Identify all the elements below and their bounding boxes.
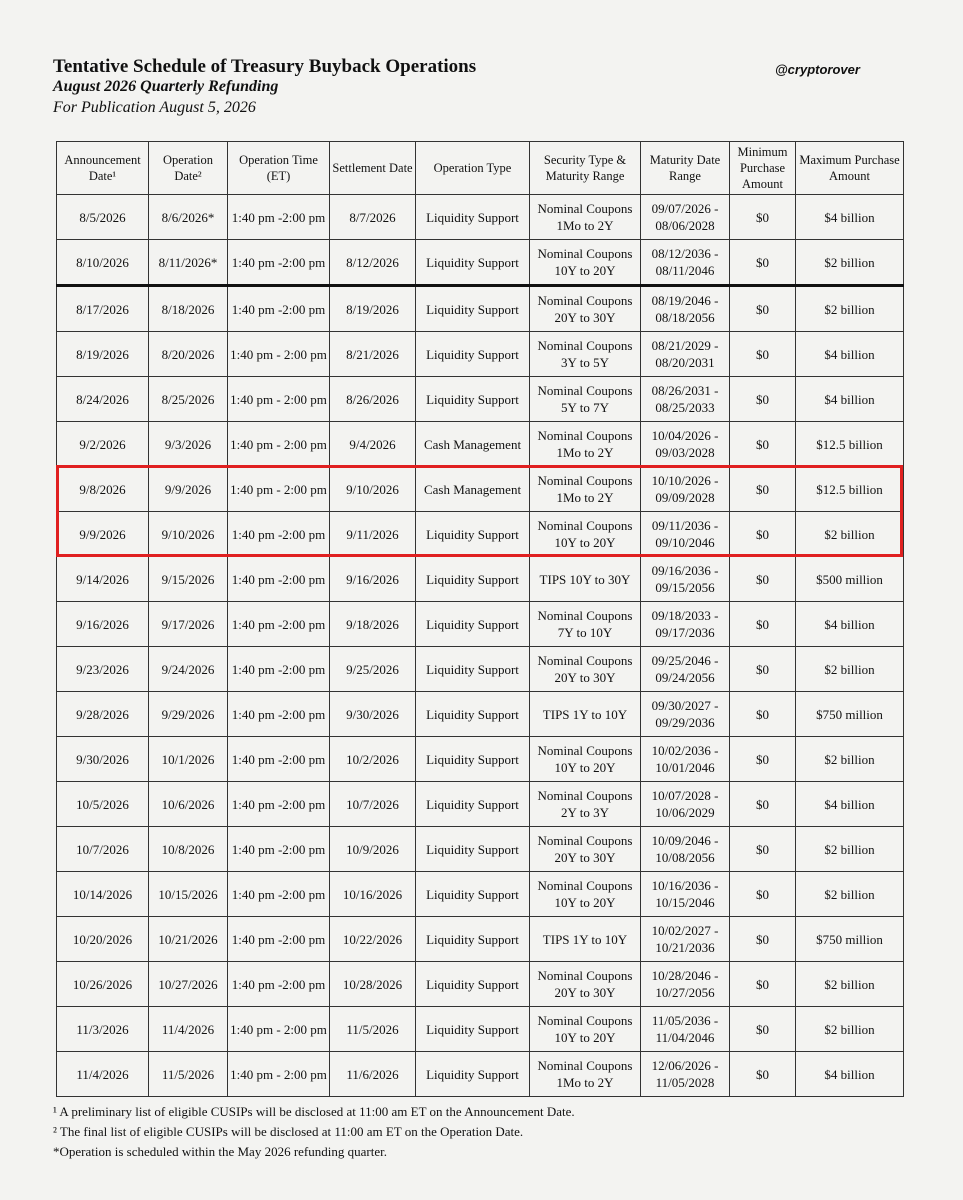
table-cell: 9/9/2026	[57, 512, 149, 557]
table-cell: $0	[730, 782, 796, 827]
column-header: Maximum Purchase Amount	[796, 142, 904, 195]
table-cell: $0	[730, 872, 796, 917]
table-cell: 10/7/2026	[330, 782, 416, 827]
table-cell: 1:40 pm -2:00 pm	[228, 602, 330, 647]
footnote-1: ¹ A preliminary list of eligible CUSIPs will be disclosed at 11:00 am ET on the Announcement Date.	[53, 1104, 575, 1119]
table-cell: 11/3/2026	[57, 1007, 149, 1052]
table-cell: $0	[730, 467, 796, 512]
table-cell: 10/09/2046 - 10/08/2056	[641, 827, 730, 872]
table-cell: 11/5/2026	[149, 1052, 228, 1097]
table-cell: Nominal Coupons 7Y to 10Y	[530, 602, 641, 647]
table-cell: 8/19/2026	[57, 332, 149, 377]
table-cell: $2 billion	[796, 737, 904, 782]
table-cell: 11/6/2026	[330, 1052, 416, 1097]
table-cell: 1:40 pm -2:00 pm	[228, 512, 330, 557]
table-cell: 8/10/2026	[57, 240, 149, 286]
table-cell: 11/5/2026	[330, 1007, 416, 1052]
table-cell: Nominal Coupons 1Mo to 2Y	[530, 1052, 641, 1097]
table-cell: 10/22/2026	[330, 917, 416, 962]
table-cell: 8/18/2026	[149, 286, 228, 332]
table-cell: 1:40 pm -2:00 pm	[228, 557, 330, 602]
table-cell: $4 billion	[796, 332, 904, 377]
table-cell: 1:40 pm -2:00 pm	[228, 286, 330, 332]
table-cell: 9/15/2026	[149, 557, 228, 602]
column-header: Announcement Date¹	[57, 142, 149, 195]
table-cell: Cash Management	[416, 467, 530, 512]
table-cell: 8/11/2026*	[149, 240, 228, 286]
table-cell: $750 million	[796, 917, 904, 962]
table-row	[57, 647, 904, 692]
table-cell: 10/20/2026	[57, 917, 149, 962]
table-cell: $0	[730, 737, 796, 782]
table-cell: Liquidity Support	[416, 782, 530, 827]
table-cell: $2 billion	[796, 286, 904, 332]
table-cell: 10/10/2026 - 09/09/2028	[641, 467, 730, 512]
table-cell: Nominal Coupons 10Y to 20Y	[530, 737, 641, 782]
table-cell: Nominal Coupons 20Y to 30Y	[530, 962, 641, 1007]
table-cell: 8/12/2026	[330, 240, 416, 286]
table-cell: Liquidity Support	[416, 286, 530, 332]
table-cell: 10/28/2026	[330, 962, 416, 1007]
table-cell: $4 billion	[796, 602, 904, 647]
table-cell: Liquidity Support	[416, 692, 530, 737]
table-cell: Liquidity Support	[416, 512, 530, 557]
table-cell: 1:40 pm - 2:00 pm	[228, 1052, 330, 1097]
column-header: Minimum Purchase Amount	[730, 142, 796, 195]
column-header: Operation Date²	[149, 142, 228, 195]
table-cell: Nominal Coupons 20Y to 30Y	[530, 647, 641, 692]
table-cell: 10/8/2026	[149, 827, 228, 872]
table-cell: 09/18/2033 - 09/17/2036	[641, 602, 730, 647]
table-cell: $0	[730, 377, 796, 422]
table-row	[57, 422, 904, 467]
table-cell: $0	[730, 286, 796, 332]
table-cell: Liquidity Support	[416, 917, 530, 962]
table-cell: 10/26/2026	[57, 962, 149, 1007]
buyback-schedule-table	[56, 141, 904, 1097]
table-cell: $4 billion	[796, 377, 904, 422]
table-cell: 09/30/2027 - 09/29/2036	[641, 692, 730, 737]
table-cell: Nominal Coupons 1Mo to 2Y	[530, 422, 641, 467]
table-cell: Nominal Coupons 10Y to 20Y	[530, 240, 641, 286]
table-cell: 1:40 pm -2:00 pm	[228, 962, 330, 1007]
table-cell: Nominal Coupons 20Y to 30Y	[530, 286, 641, 332]
table-cell: 10/21/2026	[149, 917, 228, 962]
table-cell: 9/10/2026	[149, 512, 228, 557]
table-row	[57, 782, 904, 827]
table-cell: Nominal Coupons 1Mo to 2Y	[530, 195, 641, 240]
table-cell: Nominal Coupons 20Y to 30Y	[530, 827, 641, 872]
table-cell: 1:40 pm -2:00 pm	[228, 827, 330, 872]
table-cell: Liquidity Support	[416, 377, 530, 422]
table-cell: 1:40 pm - 2:00 pm	[228, 1007, 330, 1052]
table-cell: Liquidity Support	[416, 647, 530, 692]
table-cell: 9/29/2026	[149, 692, 228, 737]
table-cell: 9/17/2026	[149, 602, 228, 647]
table-cell: 1:40 pm -2:00 pm	[228, 195, 330, 240]
table-cell: 9/24/2026	[149, 647, 228, 692]
table-cell: Nominal Coupons 10Y to 20Y	[530, 512, 641, 557]
table-cell: 9/28/2026	[57, 692, 149, 737]
table-cell: 1:40 pm -2:00 pm	[228, 782, 330, 827]
table-header-row	[57, 142, 904, 195]
column-header: Operation Time (ET)	[228, 142, 330, 195]
table-cell: 10/1/2026	[149, 737, 228, 782]
table-cell: 1:40 pm - 2:00 pm	[228, 467, 330, 512]
table-cell: $4 billion	[796, 1052, 904, 1097]
table-cell: 11/4/2026	[149, 1007, 228, 1052]
table-cell: 8/5/2026	[57, 195, 149, 240]
table-cell: Liquidity Support	[416, 602, 530, 647]
table-cell: 1:40 pm - 2:00 pm	[228, 332, 330, 377]
table-cell: Liquidity Support	[416, 872, 530, 917]
table-cell: 12/06/2026 - 11/05/2028	[641, 1052, 730, 1097]
table-cell: Cash Management	[416, 422, 530, 467]
table-cell: $2 billion	[796, 647, 904, 692]
table-cell: 08/26/2031 - 08/25/2033	[641, 377, 730, 422]
table-cell: $0	[730, 512, 796, 557]
table-cell: 10/15/2026	[149, 872, 228, 917]
table-cell: 1:40 pm -2:00 pm	[228, 737, 330, 782]
table-cell: $0	[730, 422, 796, 467]
table-row	[57, 1007, 904, 1052]
table-cell: 8/21/2026	[330, 332, 416, 377]
table-cell: Nominal Coupons 10Y to 20Y	[530, 872, 641, 917]
table-row	[57, 512, 904, 557]
table-row	[57, 377, 904, 422]
table-cell: Liquidity Support	[416, 737, 530, 782]
table-cell: 10/02/2036 - 10/01/2046	[641, 737, 730, 782]
table-cell: $2 billion	[796, 1007, 904, 1052]
publication-date: For Publication August 5, 2026	[53, 99, 256, 116]
table-cell: $2 billion	[796, 962, 904, 1007]
table-cell: Liquidity Support	[416, 827, 530, 872]
table-row	[57, 286, 904, 332]
table-cell: Nominal Coupons 10Y to 20Y	[530, 1007, 641, 1052]
table-cell: $0	[730, 195, 796, 240]
table-row	[57, 872, 904, 917]
table-cell: 8/7/2026	[330, 195, 416, 240]
table-cell: $4 billion	[796, 195, 904, 240]
table-row	[57, 557, 904, 602]
table-cell: 9/16/2026	[57, 602, 149, 647]
table-cell: $12.5 billion	[796, 422, 904, 467]
table-cell: $0	[730, 332, 796, 377]
table-row	[57, 602, 904, 647]
table-row	[57, 240, 904, 286]
table-cell: Liquidity Support	[416, 1007, 530, 1052]
table-cell: 8/19/2026	[330, 286, 416, 332]
table-cell: $0	[730, 647, 796, 692]
table-cell: 08/21/2029 - 08/20/2031	[641, 332, 730, 377]
table-cell: 1:40 pm -2:00 pm	[228, 240, 330, 286]
table-cell: 8/25/2026	[149, 377, 228, 422]
table-cell: $0	[730, 692, 796, 737]
table-cell: $0	[730, 557, 796, 602]
table-cell: 08/12/2036 - 08/11/2046	[641, 240, 730, 286]
table-cell: Liquidity Support	[416, 962, 530, 1007]
table-cell: TIPS 10Y to 30Y	[530, 557, 641, 602]
table-cell: 10/16/2026	[330, 872, 416, 917]
table-cell: $2 billion	[796, 240, 904, 286]
table-cell: 10/5/2026	[57, 782, 149, 827]
footnote-2: ² The final list of eligible CUSIPs will be disclosed at 11:00 am ET on the Operation Date.	[53, 1124, 524, 1139]
table-cell: 10/7/2026	[57, 827, 149, 872]
table-row	[57, 195, 904, 240]
table-cell: 9/9/2026	[149, 467, 228, 512]
table-body	[57, 195, 904, 1097]
table-cell: $0	[730, 240, 796, 286]
table-cell: 9/23/2026	[57, 647, 149, 692]
table-cell: 08/19/2046 - 08/18/2056	[641, 286, 730, 332]
table-cell: 11/05/2036 - 11/04/2046	[641, 1007, 730, 1052]
table-cell: 8/17/2026	[57, 286, 149, 332]
table-cell: 9/11/2026	[330, 512, 416, 557]
table-cell: $4 billion	[796, 782, 904, 827]
table-cell: 9/14/2026	[57, 557, 149, 602]
table-cell: 9/4/2026	[330, 422, 416, 467]
table-cell: 10/27/2026	[149, 962, 228, 1007]
table-cell: Nominal Coupons 2Y to 3Y	[530, 782, 641, 827]
table-cell: $0	[730, 1007, 796, 1052]
table-cell: 8/6/2026*	[149, 195, 228, 240]
table-cell: 9/10/2026	[330, 467, 416, 512]
table-cell: 10/04/2026 - 09/03/2028	[641, 422, 730, 467]
table-cell: 1:40 pm -2:00 pm	[228, 872, 330, 917]
table-cell: 09/07/2026 - 08/06/2028	[641, 195, 730, 240]
table-cell: 8/26/2026	[330, 377, 416, 422]
table-cell: $0	[730, 827, 796, 872]
table-row	[57, 962, 904, 1007]
table-cell: Liquidity Support	[416, 557, 530, 602]
table-cell: 10/9/2026	[330, 827, 416, 872]
table-cell: Liquidity Support	[416, 195, 530, 240]
table-cell: Liquidity Support	[416, 332, 530, 377]
table-cell: $2 billion	[796, 512, 904, 557]
author-handle: @cryptorover	[775, 62, 860, 77]
table-cell: Nominal Coupons 1Mo to 2Y	[530, 467, 641, 512]
table-cell: 9/3/2026	[149, 422, 228, 467]
table-cell: $500 million	[796, 557, 904, 602]
table-cell: $0	[730, 602, 796, 647]
table-cell: 9/30/2026	[330, 692, 416, 737]
table-cell: 9/25/2026	[330, 647, 416, 692]
table-cell: $2 billion	[796, 827, 904, 872]
table-cell: 10/07/2028 - 10/06/2029	[641, 782, 730, 827]
table-cell: 1:40 pm - 2:00 pm	[228, 377, 330, 422]
table-cell: 09/25/2046 - 09/24/2056	[641, 647, 730, 692]
table-cell: 10/28/2046 - 10/27/2056	[641, 962, 730, 1007]
table-row	[57, 467, 904, 512]
table-cell: 1:40 pm - 2:00 pm	[228, 422, 330, 467]
table-row	[57, 1052, 904, 1097]
table-cell: 09/16/2036 - 09/15/2056	[641, 557, 730, 602]
table-cell: TIPS 1Y to 10Y	[530, 692, 641, 737]
table-cell: 10/14/2026	[57, 872, 149, 917]
table-cell: 9/8/2026	[57, 467, 149, 512]
column-header: Settlement Date	[330, 142, 416, 195]
footnote-asterisk: *Operation is scheduled within the May 2026 refunding quarter.	[53, 1144, 387, 1159]
table-cell: 11/4/2026	[57, 1052, 149, 1097]
table-cell: $2 billion	[796, 872, 904, 917]
table-cell: $12.5 billion	[796, 467, 904, 512]
table-cell: Nominal Coupons 3Y to 5Y	[530, 332, 641, 377]
table-row	[57, 917, 904, 962]
table-cell: Nominal Coupons 5Y to 7Y	[530, 377, 641, 422]
table-cell: 1:40 pm -2:00 pm	[228, 917, 330, 962]
table-cell: 1:40 pm -2:00 pm	[228, 647, 330, 692]
table-cell: 09/11/2036 - 09/10/2046	[641, 512, 730, 557]
table-cell: Liquidity Support	[416, 240, 530, 286]
document-title: Tentative Schedule of Treasury Buyback Operations	[53, 56, 477, 77]
table-cell: Liquidity Support	[416, 1052, 530, 1097]
table-cell: TIPS 1Y to 10Y	[530, 917, 641, 962]
column-header: Security Type & Maturity Range	[530, 142, 641, 195]
table-cell: 10/16/2036 - 10/15/2046	[641, 872, 730, 917]
table-row	[57, 692, 904, 737]
table-cell: 9/2/2026	[57, 422, 149, 467]
table-cell: 10/2/2026	[330, 737, 416, 782]
document-subtitle: August 2026 Quarterly Refunding	[53, 78, 279, 95]
table-cell: 10/02/2027 - 10/21/2036	[641, 917, 730, 962]
table-cell: 8/24/2026	[57, 377, 149, 422]
table-cell: 8/20/2026	[149, 332, 228, 377]
table-cell: 9/16/2026	[330, 557, 416, 602]
table-cell: 9/30/2026	[57, 737, 149, 782]
column-header: Maturity Date Range	[641, 142, 730, 195]
column-header: Operation Type	[416, 142, 530, 195]
table-row	[57, 737, 904, 782]
table-cell: 10/6/2026	[149, 782, 228, 827]
table-cell: $750 million	[796, 692, 904, 737]
table-row	[57, 332, 904, 377]
table-cell: $0	[730, 962, 796, 1007]
footnotes	[53, 1102, 575, 1162]
table-row	[57, 827, 904, 872]
table-cell: $0	[730, 917, 796, 962]
table-cell: 1:40 pm -2:00 pm	[228, 692, 330, 737]
table-cell: 9/18/2026	[330, 602, 416, 647]
table-cell: $0	[730, 1052, 796, 1097]
